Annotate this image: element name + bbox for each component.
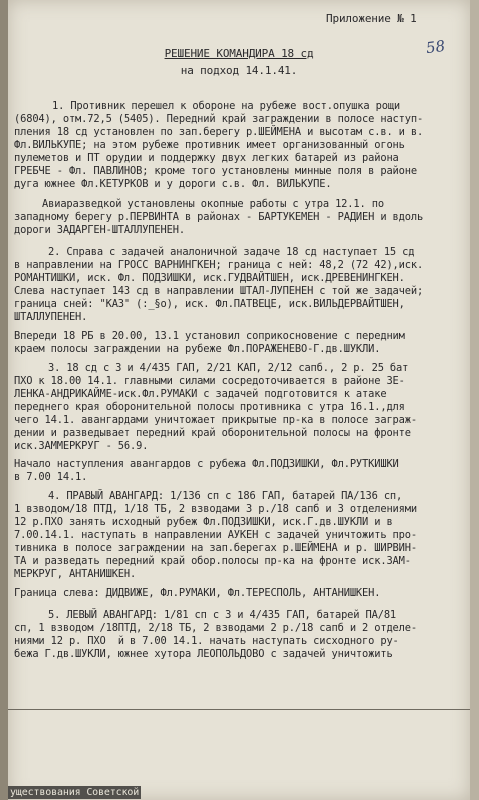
body-line: ГРЕБЧЕ - Фл. ПАВЛИНОВ; кроме того установлены минные поля в районе [14,165,417,177]
body-line: дении и разведывает передний край оборонительной полосы на фронте [14,427,411,439]
body-line: краем полосы заграждении на рубеже Фл.ПОРАЖЕНЕВО-Г.дв.ШУКЛИ. [14,343,381,355]
body-line: ШТАЛЛУПЕНЕН. [14,311,88,323]
body-line: 1 взводом/18 ПТД, 1/18 ТБ, 2 взводами 3 р./18 сапб и 3 отделениями [14,503,417,515]
document-title: РЕШЕНИЕ КОМАНДИРА 18 сд [164,47,314,60]
body-line: дуга южнее Фл.КЕТУРКОВ и у дороги с.в. Фл. ВИЛЬКУПЕ. [14,178,332,190]
body-line: 12 р.ПХО занять исходный рубеж Фл.ПОДЗИШКИ, иск.Г.дв.ШУКЛИ и в [14,516,393,528]
body-line: Фл.ВИЛЬКУПЕ; на этом рубеже противник имеет организованный огонь [14,139,405,151]
body-line: Граница слева: ДИДВИЖЕ, Фл.РУМАКИ, Фл.ТЕРЕСПОЛЬ, АНТАНИШКЕН. [14,587,381,599]
body-line: 2. Справа с задачей аналоничной задаче 18 сд наступает 15 сд [48,246,415,258]
body-line: 7.00.14.1. наступать в направлении АУКЕН с задачей уничтожить про- [14,529,417,541]
handwritten-page-number: 58 [424,36,447,58]
body-line: ТА и разведать передний край обор.полосы пр-ка на фронте иск.ЗАМ- [14,555,411,567]
body-line: ЛЕНКА-АНДРИКАЙМЕ-иск.Фл.РУМАКИ с задачей подготовится к атаке [14,388,387,400]
section-divider [8,709,470,710]
body-line: МЕРКРУГ, АНТАНИШКЕН. [14,568,137,580]
body-line: тивника в полосе заграждении на зап.берегах р.ШЕЙМЕНА и р. ШИРВИН- [14,542,417,554]
body-line: 1. Противник перешел к обороне на рубеже вост.опушка рощи [52,100,401,112]
body-line: Впереди 18 РБ в 20.00, 13.1 установил соприкосновение с передним [14,330,405,342]
body-line: чего 14.1. авангардами уничтожает прикрытые пр-ка в полосе заграж- [14,414,417,426]
body-line: (6804), отм.72,5 (5405). Передний край заграждении в полосе наступ- [14,113,424,125]
body-line: ниями 12 р. ПХО й в 7.00 14.1. начать наступать сисходного ру- [14,635,399,647]
appendix-label: Приложение № 1 [326,12,417,25]
binding-strip [0,0,8,800]
body-line: РОМАНТИШКИ, иск. Фл. ПОДЗИШКИ, иск.ГУДВАЙТШЕН, иск.ДРЕВЕНИНГКЕН. [14,272,405,284]
body-line: 5. ЛЕВЫЙ АВАНГАРД: 1/81 сп с 3 и 4/435 ГАП, батарей ПА/81 [48,609,397,621]
footer-strip: уществования Советской [10,787,140,798]
body-line: 3. 18 сд с 3 и 4/435 ГАП, 2/21 КАП, 2/12 сапб., 2 р. 25 бат [48,362,409,374]
body-line: сп, 1 взводом /18ПТД, 2/18 ТБ, 2 взводами 2 р./18 сапб и 2 отделе- [14,622,417,634]
body-line: иск.ЗАММЕРКРУГ - 56.9. [14,440,149,452]
body-line: переднего края оборонительной полосы противника с утра 16.1.,для [14,401,405,413]
document-subtitle: на подход 14.1.41. [180,64,298,77]
document-page [8,0,470,800]
body-line: Авиаразведкой установлены окопные работы с утра 12.1. по [42,198,384,210]
body-line: Начало наступления авангардов с рубежа Фл.ПОДЗИШКИ, Фл.РУТКИШКИ [14,458,399,470]
body-line: ПХО к 18.00 14.1. главными силами сосредоточивается в районе ЗЕ- [14,375,405,387]
body-line: в направлении на ГРОСС ВАРНИНГКЕН; граница с ней: 48,2 (72 42),иск. [14,259,424,271]
body-line: граница сней: "КАЗ" (:_§о), иск. Фл.ПАТВЕЦЕ, иск.ВИЛЬДЕРВАЙТШЕН, [14,298,405,310]
body-line: западному берегу р.ПЕРВИНТА в районах - БАРТУКЕМЕН - РАДИЕН и вдоль [14,211,424,223]
body-line: пулеметов и ПТ орудии и поддержку двух легких батарей из района [14,152,399,164]
body-line: 4. ПРАВЫЙ АВАНГАРД: 1/136 сп с 186 ГАП, батарей ПА/136 сп, [48,490,403,502]
body-line: бежа Г.дв.ШУКЛИ, южнее хутора ЛЕОПОЛЬДОВО с задачей уничтожить [14,648,393,660]
body-line: дороги ЗАДАРГЕН-ШТАЛЛУПЕНЕН. [14,224,185,236]
body-line: Слева наступает 143 сд в направлении ШТАЛ-ЛУПЕНЕН с той же задачей; [14,285,424,297]
body-line: пления 18 сд установлен по зап.берегу р.ШЕЙМЕНА и высотам с.в. и в. [14,126,424,138]
body-line: в 7.00 14.1. [14,471,88,483]
